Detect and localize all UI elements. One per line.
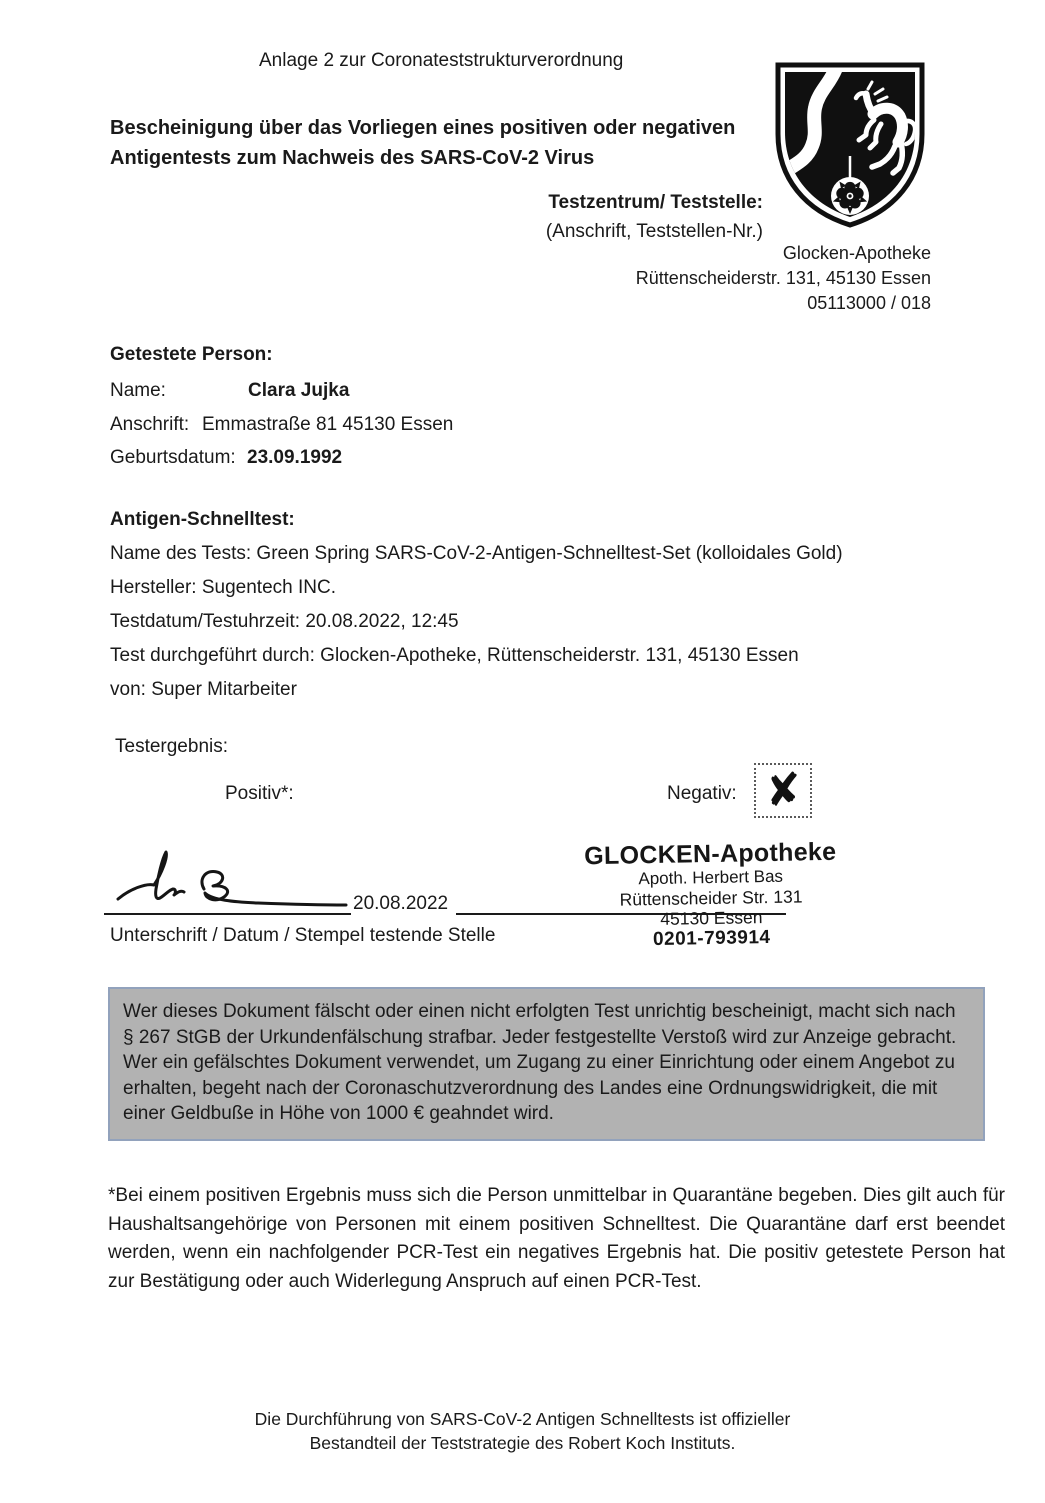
test-center-address-block	[636, 241, 931, 316]
person-address-row	[110, 414, 453, 436]
title-line-1: Bescheinigung über das Vorliegen eines positiven oder negativen	[110, 117, 736, 139]
footer	[0, 1407, 1045, 1455]
test-center-label-block	[546, 188, 763, 246]
person-birthdate-row	[110, 447, 342, 469]
annex-label: Anlage 2 zur Coronateststrukturverordnung	[259, 50, 624, 71]
test-datetime-line: Testdatum/Testuhrzeit: 20.08.2022, 12:45	[110, 611, 459, 632]
stamp-phone: 0201-793914	[652, 926, 771, 951]
test-performed-by-line: Test durchgeführt durch: Glocken-Apotheke, Rüttenscheiderstr. 131, 45130 Essen	[110, 645, 799, 666]
result-negative-label: Negativ:	[667, 783, 737, 804]
person-section-heading: Getestete Person:	[110, 344, 273, 365]
person-birthdate-label: Geburtsdatum:	[110, 447, 236, 468]
result-positive-label: Positiv*:	[225, 783, 294, 804]
stamp-pharmacist: Apoth. Herbert Bas	[638, 866, 784, 889]
test-center-number: 05113000 / 018	[807, 293, 931, 313]
person-address-value: Emmastraße 81 45130 Essen	[202, 414, 454, 435]
signature-caption: Unterschrift / Datum / Stempel testende Stelle	[110, 925, 496, 946]
test-center-address: Rüttenscheiderstr. 131, 45130 Essen	[635, 268, 931, 288]
positive-result-footnote: *Bei einem positiven Ergebnis muss sich die Person unmittelbar in Quarantäne begeben. Dies gilt auch für Haushaltsangehörige von Personen mit einem positiven Schnelltest. Die Quarantäne darf erst beendet werden, wenn ein nachfolgender PCR-Test ein negatives Ergebnis hat. Die positiv getestete Person hat zur Bestätigung oder auch Widerlegung Anspruch auf einen PCR-Test.	[108, 1185, 1005, 1292]
signature-date: 20.08.2022	[353, 893, 449, 914]
test-name-line: Name des Tests: Green Spring SARS-CoV-2-Antigen-Schnelltest-Set (kolloidales Gold)	[110, 543, 843, 564]
person-name-row	[110, 380, 349, 402]
footer-line-2: Bestandteil der Teststrategie des Robert Koch Instituts.	[309, 1433, 736, 1453]
test-manufacturer-line: Hersteller: Sugentech INC.	[110, 577, 336, 598]
person-birthdate-value: 23.09.1992	[247, 447, 343, 468]
test-center-sublabel: (Anschrift, Teststellen-Nr.)	[545, 221, 763, 242]
negative-result-checkbox	[754, 763, 812, 818]
pharmacy-stamp	[582, 839, 840, 951]
result-heading: Testergebnis:	[115, 736, 229, 757]
person-name-label: Name:	[110, 380, 166, 401]
stamp-name: GLOCKEN-Apotheke	[584, 837, 837, 871]
warning-paragraph-1: Wer dieses Dokument fälscht oder einen nicht erfolgten Test unrichtig bescheinigt, macht sich nach § 267 StGB der Urkundenfälschung strafbar. Jeder festgestellte Verstoß wird zur Anzeige gebracht.	[123, 1001, 957, 1048]
lippe-rose	[831, 177, 869, 215]
test-section-heading: Antigen-Schnelltest:	[110, 509, 295, 530]
document-title	[110, 113, 735, 173]
legal-warning-box	[108, 987, 985, 1141]
person-name-value: Clara Jujka	[248, 380, 350, 401]
test-center-label: Testzentrum/ Teststelle:	[548, 192, 763, 213]
person-address-label: Anschrift:	[110, 414, 190, 435]
nrw-coat-of-arms-icon	[768, 58, 932, 232]
title-line-2: Antigentests zum Nachweis des SARS-CoV-2 Virus	[110, 147, 595, 169]
stamp-city: 45130 Essen	[660, 907, 763, 929]
x-mark-icon: ✘	[761, 762, 804, 818]
signature-line	[104, 913, 351, 915]
warning-paragraph-2: Wer ein gefälschtes Dokument verwendet, um Zugang zu einer Einrichtung oder einem Angebot zu erhalten, begeht nach der Coronaschutzverordnung des Landes eine Ordnungswidrigkeit, die mit einer Geldbuße in Höhe von 1000 € geahndet wird.	[123, 1052, 955, 1124]
signature-scrawl-icon	[100, 843, 370, 915]
test-center-name: Glocken-Apotheke	[782, 243, 931, 263]
test-performer-line: von: Super Mitarbeiter	[110, 679, 297, 700]
stamp-street: Rüttenscheider Str. 131	[619, 886, 803, 910]
footer-line-1: Die Durchführung von SARS-CoV-2 Antigen Schnelltests ist offizieller	[254, 1409, 791, 1429]
